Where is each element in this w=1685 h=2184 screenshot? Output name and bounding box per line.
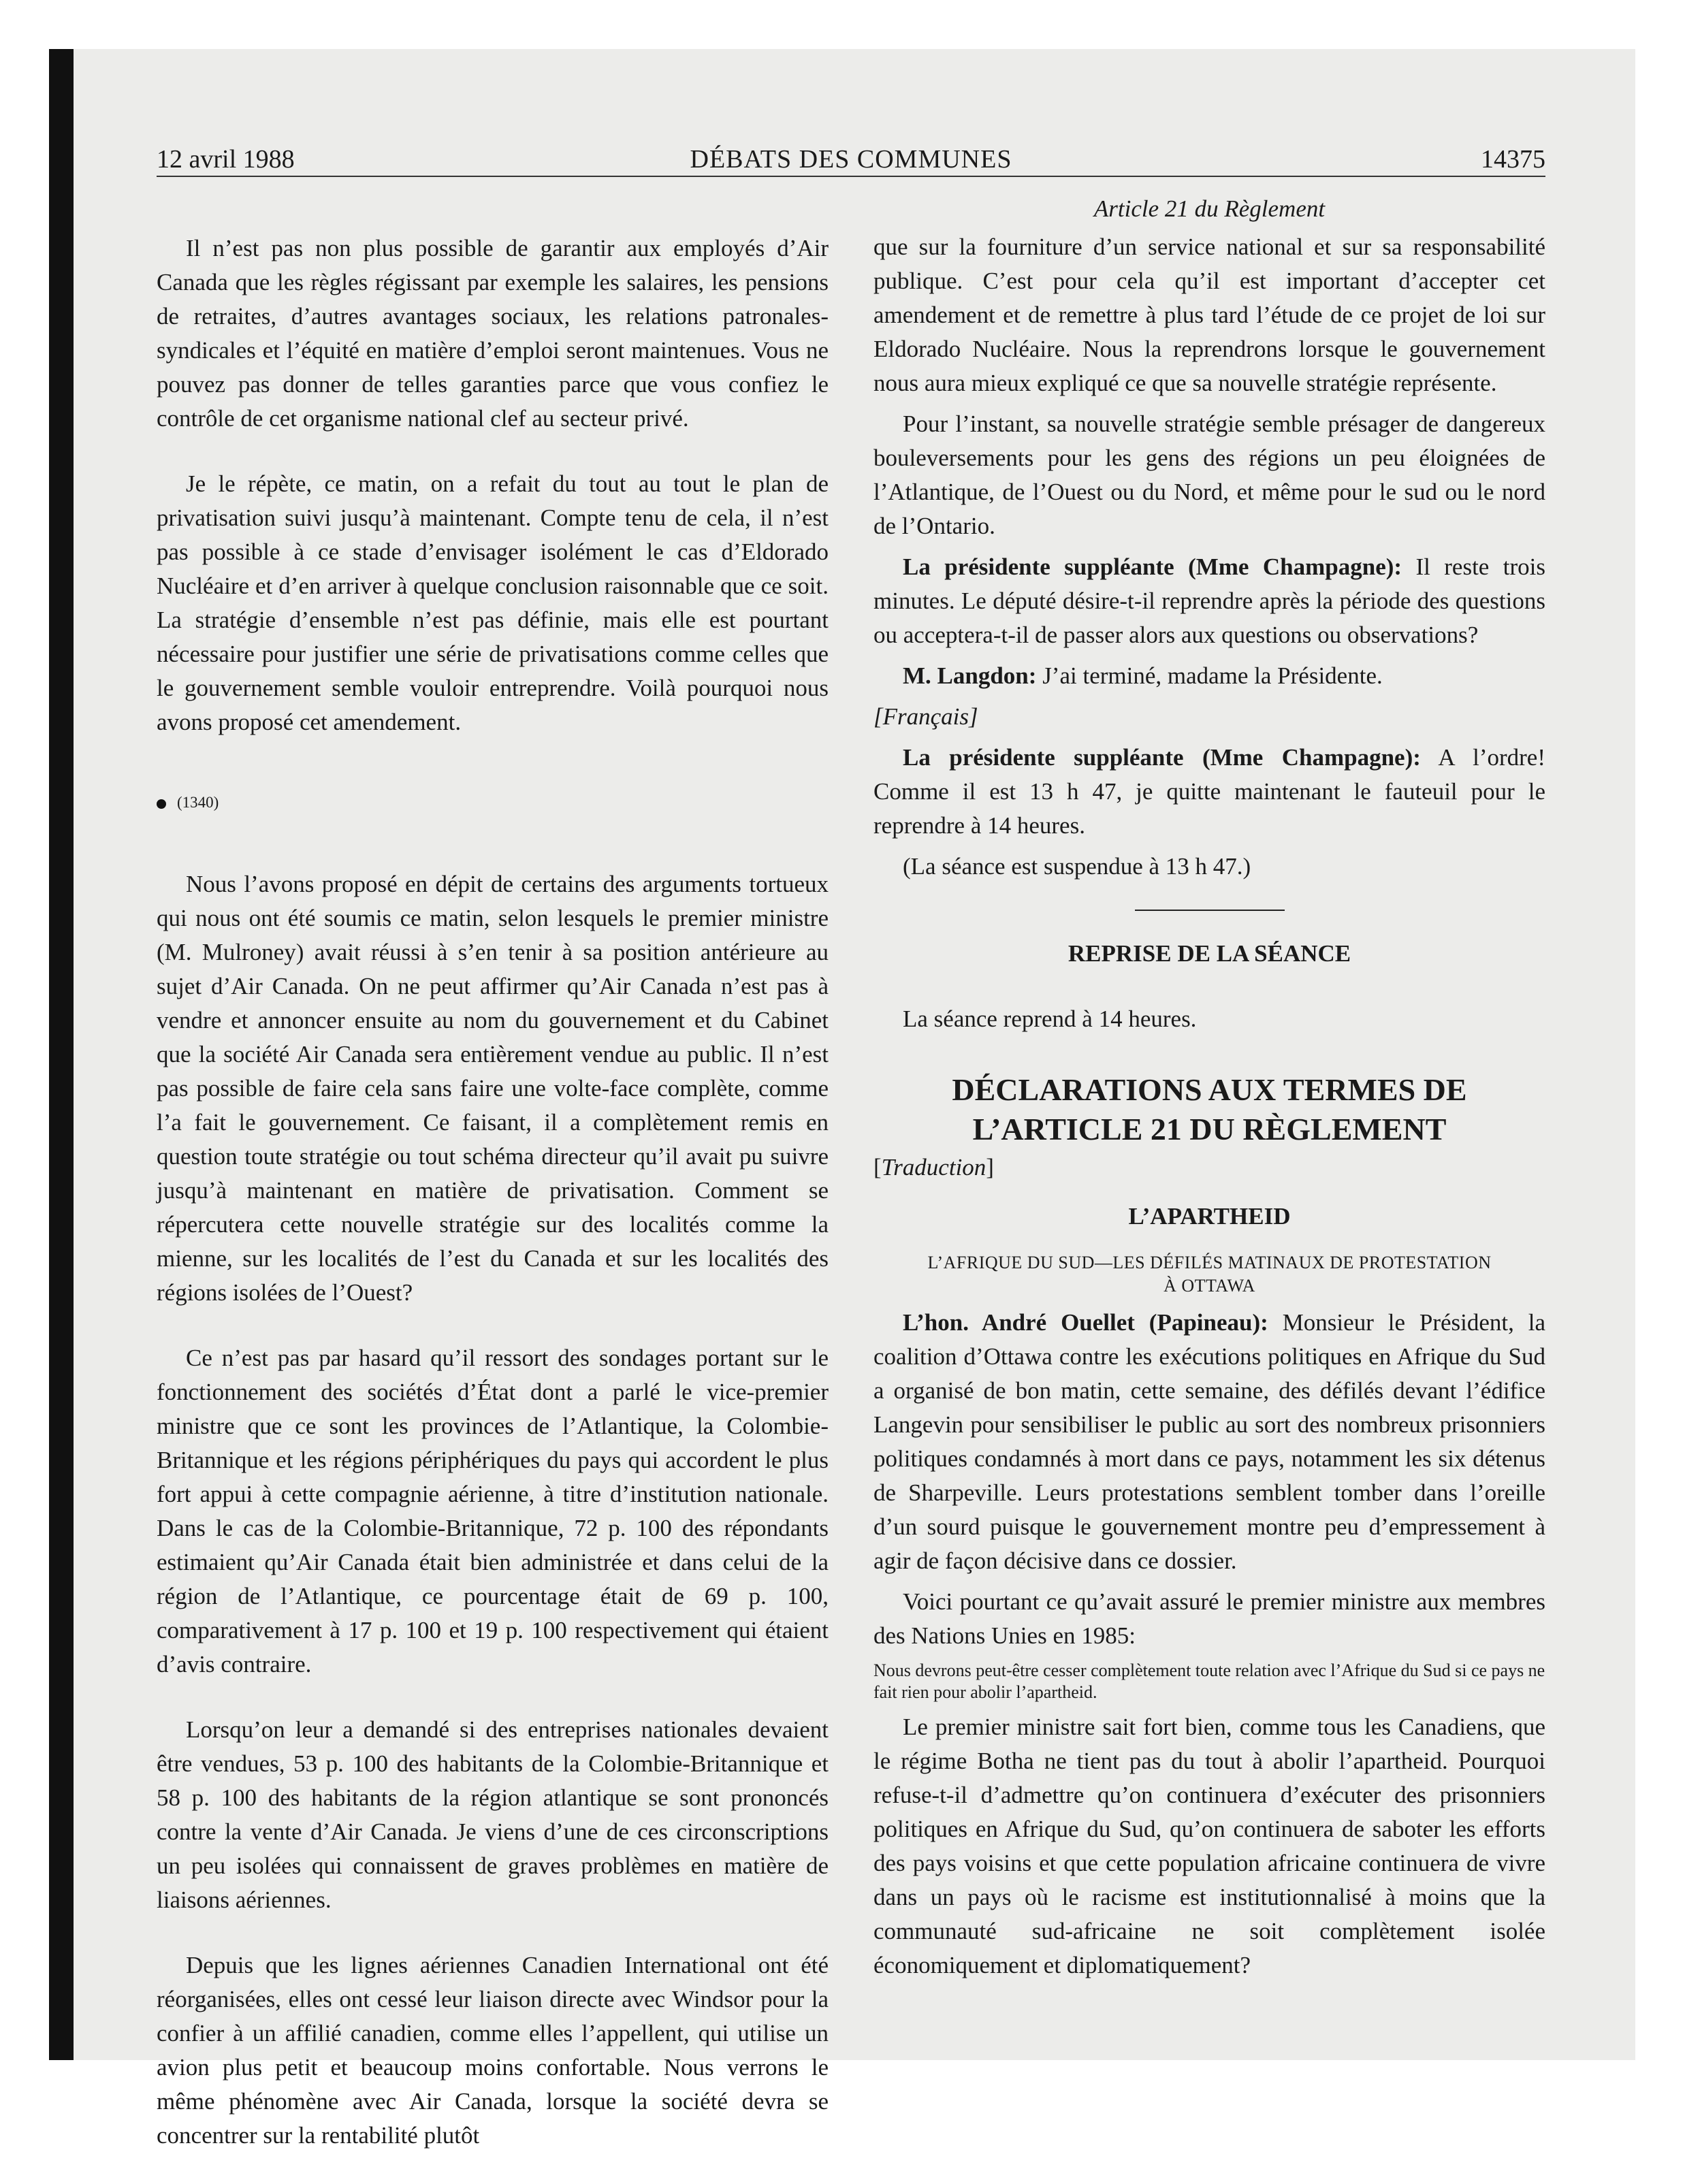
paragraph: Il n’est pas non plus possible de garantir aux employés d’Air Canada que les règles régissant par exemple les salaires, les pensions de retraites, d’autres avantages sociaux, les relations patronales-syndicales et l’équité en matière d’emploi seront maintenues. Vous ne pouvez pas donner de telles garanties parce que vous confiez le contrôle de cet organisme national clef au secteur privé.	[157, 235, 829, 432]
paragraph: Nous l’avons proposé en dépit de certains des arguments tortueux qui nous ont été soumis ce matin, selon lesquels le premier ministre (M. Mulroney) avait réussi à s’en tenir à sa position antérieure au sujet d’Air Canada. On ne peut affirmer qu’Air Canada n’est pas à vendre et annoncer ensuite au nom du gouvernement et du Cabinet que la société Air Canada sera entièrement vendue au public. Il n’est pas possible de faire cela sans faire une volte-face complète, comme l’a fait le gouvernement. Ce faisant, il a complètement remis en question toute stratégie ou tout schéma directeur qu’il avait pu suivre jusqu’à maintenant en matière de privatisation. Comment se répercutera cette nouvelle stratégie sur des localités comme la mienne, sur les localités de l’est du Canada et sur les localités des régions isolées de l’Ouest?	[157, 871, 829, 1306]
heading-main-line2: L’ARTICLE 21 DU RÈGLEMENT	[972, 1112, 1447, 1146]
heading-main-line1: DÉCLARATIONS AUX TERMES DE	[952, 1072, 1467, 1107]
speech-text: Il reste trois minutes. Le député désire-t-il reprendre après la période des questions ou acceptera-t-il de passer alors aux questions ou observations?	[873, 553, 1545, 648]
speech	[873, 1306, 1545, 1578]
paragraph: (La séance est suspendue à 13 h 47.)	[903, 853, 1251, 880]
language-tag: [Traduction]	[873, 1154, 994, 1181]
heading-resume: REPRISE DE LA SÉANCE	[1068, 940, 1351, 967]
paragraph: Je le répète, ce matin, on a refait du tout au tout le plan de privatisation suivi jusqu’à maintenant. Compte tenu de cela, il n’est pas possible à ce stade d’envisager isolément le cas d’Eldorado Nucléaire et d’en arriver à quelque conclusion raisonnable que ce soit. La stratégie d’ensemble n’est pas définie, mais elle est pourtant nécessaire pour justifier une série de privatisations comme celles que le gouvernement semble vouloir entreprendre. Voilà pourquoi nous avons proposé cet amendement.	[157, 470, 829, 735]
paragraph: Depuis que les lignes aériennes Canadien International ont été réorganisées, elles ont cessé leur liaison directe avec Windsor pour la confier à un affilié canadien, comme elles l’appellent, qui utilise un avion plus petit et beaucoup moins confortable. Nous verrons le même phénomène avec Air Canada, lorsque la société devra se concentrer sur la rentabilité plutôt	[157, 1952, 829, 2149]
subheading-line1: L’AFRIQUE DU SUD—LES DÉFILÉS MATINAUX DE PROTESTATION	[927, 1253, 1492, 1272]
block-quote: Nous devrons peut-être cesser complètement toute relation avec l’Afrique du Sud si ce pays ne fait rien pour abolir l’apartheid.	[873, 1660, 1545, 1702]
right-column	[873, 230, 1545, 1989]
section-subhead: Article 21 du Règlement	[1093, 195, 1326, 222]
language-tag-text: Traduction	[881, 1154, 986, 1181]
paragraph: que sur la fourniture d’un service national et sur sa responsabilité publique. C’est pour cela qu’il est important d’accepter cet amendement et de remettre à plus tard l’étude de ce projet de loi sur Eldorado Nucléaire. Nous la reprendrons lorsque le gouvernement nous aura mieux expliqué ce que sa nouvelle stratégie représente.	[873, 234, 1545, 396]
header-title: DÉBATS DES COMMUNES	[690, 145, 1012, 174]
paragraph: Voici pourtant ce qu’avait assuré le premier ministre aux membres des Nations Unies en 1985:	[873, 1588, 1545, 1649]
section-divider	[1135, 910, 1285, 911]
language-tag-text: Français	[882, 703, 969, 730]
heading-topic: L’APARTHEID	[1128, 1203, 1291, 1230]
paragraph: Pour l’instant, sa nouvelle stratégie semble présager de dangereux bouleversements pour les gens des régions un peu éloignées de l’Atlantique, de l’Ouest ou du Nord, et même pour le sud ou le nord de l’Ontario.	[873, 411, 1545, 539]
language-tag: [Français]	[873, 703, 978, 730]
speech-text: Monsieur le Président, la coalition d’Ottawa contre les exécutions politiques en Afrique du Sud a organisé de bon matin, cette semaine, des défilés devant l’édifice Langevin pour sensibiliser le public au sort des nombreux prisonniers politiques condamnés à mort dans ce pays, notamment les six détenus de Sharpeville. Leurs protestations semblent tomber dans l’oreille d’un sourd puisque le gouvernement montre peu d’empressement à agir de façon décisive dans ce dossier.	[873, 1309, 1545, 1574]
speaker-name: M. Langdon:	[903, 662, 1037, 689]
speech-text: A l’ordre! Comme il est 13 h 47, je quitte maintenant le fauteuil pour le reprendre à 14 heures.	[873, 744, 1545, 839]
binding-edge	[49, 49, 74, 2060]
speaker-name: La présidente suppléante (Mme Champagne):	[903, 744, 1421, 771]
subheading-line2: À OTTAWA	[1164, 1276, 1255, 1296]
speech-text: J’ai terminé, madame la Présidente.	[1042, 662, 1383, 689]
time-marker	[157, 786, 829, 820]
header-rule	[157, 176, 1545, 177]
time-marker-label: (1340)	[177, 794, 219, 811]
bullet-icon	[157, 799, 166, 809]
speech	[873, 659, 1545, 693]
running-header	[157, 142, 1545, 177]
left-column	[157, 231, 829, 2184]
speech	[873, 741, 1545, 843]
paragraph: Le premier ministre sait fort bien, comme tous les Canadiens, que le régime Botha ne tient pas du tout à abolir l’apartheid. Pourquoi refuse-t-il d’admettre qu’on continuera d’exécuter des prisonniers politiques en Afrique du Sud, qu’on continuera de saboter les efforts des pays voisins et que cette population africaine continuera de vivre dans un pays où le racisme est institutionnalisé à moins que la communauté sud-africaine ne soit complètement isolée économiquement et diplomatiquement?	[873, 1714, 1545, 1978]
paragraph: Ce n’est pas par hasard qu’il ressort des sondages portant sur le fonctionnement des sociétés d’État dont a parlé le vice-premier ministre que ce sont les provinces de l’Atlantique, la Colombie-Britannique et les régions périphériques du pays qui accordent le plus fort appui à cette compagnie aérienne, à titre d’institution nationale. Dans le cas de la Colombie-Britannique, 72 p. 100 des répondants estimaient qu’Air Canada était bien administrée et dans celui de la région de l’Atlantique, ce pourcentage était de 69 p. 100, comparativement à 17 p. 100 et 19 p. 100 respectivement qui étaient d’avis contraire.	[157, 1345, 829, 1677]
page-number: 14375	[1481, 145, 1545, 174]
speaker-name: L’hon. André Ouellet (Papineau):	[903, 1309, 1268, 1336]
header-date: 12 avril 1988	[157, 145, 295, 174]
speech	[873, 550, 1545, 652]
speaker-name: La présidente suppléante (Mme Champagne):	[903, 553, 1402, 580]
paragraph: Lorsqu’on leur a demandé si des entreprises nationales devaient être vendues, 53 p. 100 des habitants de la Colombie-Britannique et 58 p. 100 des habitants de la région atlantique se sont prononcés contre la vente d’Air Canada. Je viens d’une de ces circonscriptions un peu isolées qui connaissent de graves problèmes en matière de liaisons aériennes.	[157, 1716, 829, 1913]
paragraph: La séance reprend à 14 heures.	[903, 1006, 1197, 1032]
